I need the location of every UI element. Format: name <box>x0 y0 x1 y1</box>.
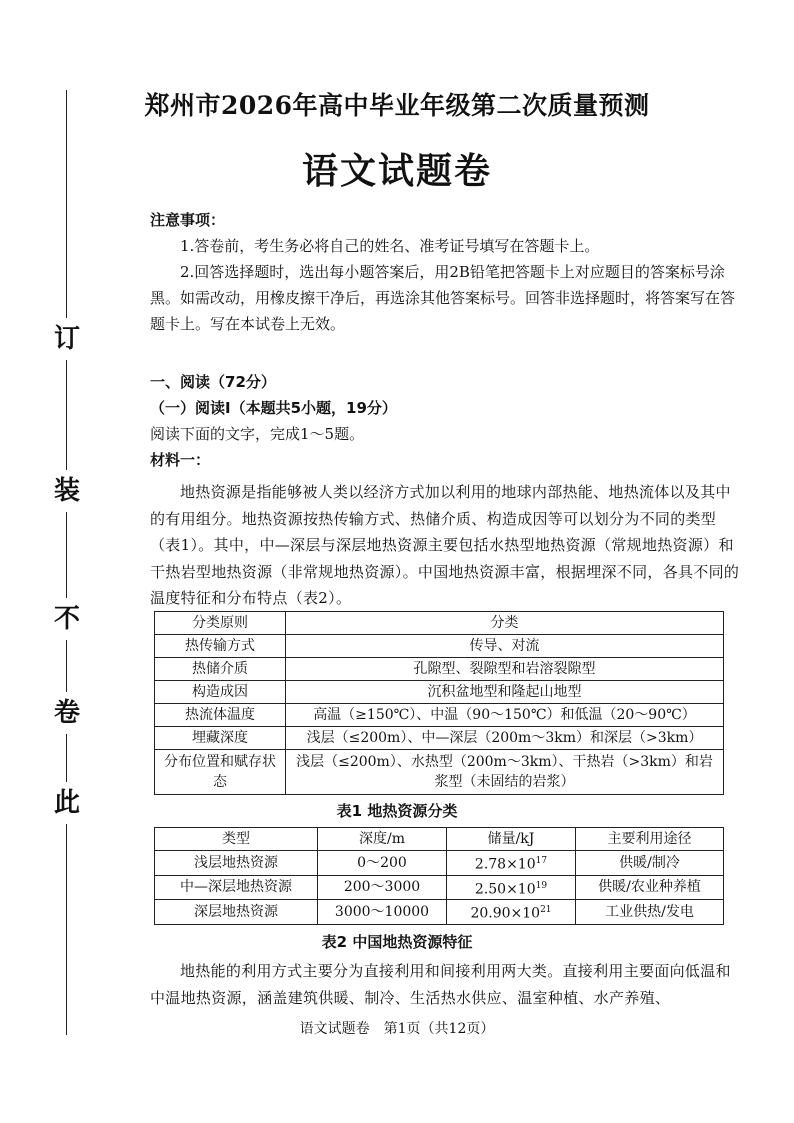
table-cell: 中—深层地热资源 <box>155 875 318 900</box>
reserve-base: 2.78×10 <box>474 856 536 873</box>
table-cell: 0～200 <box>318 851 447 876</box>
table-row <box>155 875 724 900</box>
table-geothermal-classification <box>154 611 724 795</box>
table-geothermal-characteristics <box>154 827 724 925</box>
table-cell: 浅层（≤200m）、水热型（200m～3km）、干热岩（>3km）和岩浆型（未固结的岩浆） <box>286 750 724 795</box>
instruction-text: 阅读下面的文字，完成1～5题。 <box>150 425 365 443</box>
reserve-exponent: 19 <box>535 880 548 891</box>
notice-item: 2.回答选择题时，选出每小题答案后，用2B铅笔把答题卡上对应题目的答案标号涂黑。如需改动，用橡皮擦干净后，再选涂其他答案标号。回答非选择题时，将答案写在答题卡上。写在本试卷上无效。 <box>150 263 736 333</box>
exam-title: 郑州市2026年高中毕业年级第二次质量预测 <box>144 91 650 120</box>
table-header-cell: 储量/kJ <box>447 828 576 851</box>
notice-section <box>150 207 740 337</box>
table-cell: 工业供热/发电 <box>576 900 724 925</box>
table-cell <box>447 900 576 925</box>
table-cell: 埋藏深度 <box>155 727 286 750</box>
part-heading: 一、阅读（72分） <box>150 373 276 391</box>
table-header-cell: 类型 <box>155 828 318 851</box>
table-header-cell: 主要利用途径 <box>576 828 724 851</box>
reserve-exponent: 17 <box>535 856 548 866</box>
binding-line <box>66 734 67 782</box>
notice-item: 1.答卷前，考生务必将自己的姓名、准考证号填写在答题卡上。 <box>180 237 600 255</box>
table-row <box>155 635 724 658</box>
table2-caption: 表2 中国地热资源特征 <box>321 933 473 951</box>
table-cell: 热流体温度 <box>155 704 286 727</box>
exam-subtitle: 语文试题卷 <box>301 151 492 192</box>
binding-char: 卷 <box>53 698 80 728</box>
table-cell: 供暖/农业种养植 <box>576 875 724 900</box>
table-cell: 孔隙型、裂隙型和岩溶裂隙型 <box>286 658 724 681</box>
table-row <box>155 704 724 727</box>
table-row <box>155 900 724 925</box>
table-cell: 热储介质 <box>155 658 286 681</box>
binding-margin <box>42 90 82 1035</box>
binding-line <box>66 90 67 318</box>
table-row <box>155 851 724 876</box>
section-intro <box>150 369 740 473</box>
binding-line <box>66 360 67 470</box>
table-header-cell: 分类原则 <box>155 612 286 635</box>
binding-line <box>66 640 67 692</box>
binding-char: 订 <box>53 324 80 354</box>
table-cell: 构造成因 <box>155 681 286 704</box>
table-row <box>155 658 724 681</box>
table-cell: 3000～10000 <box>318 900 447 925</box>
binding-char: 此 <box>53 788 80 818</box>
table-row <box>155 750 724 795</box>
table-cell <box>447 851 576 876</box>
reserve-base: 20.90×10 <box>470 905 541 922</box>
page-footer: 语文试题卷 第1页（共12页） <box>299 1021 495 1037</box>
notice-heading: 注意事项： <box>150 211 226 229</box>
subsection-heading: （一）阅读Ⅰ（本题共5小题，19分） <box>150 399 397 417</box>
table-cell: 深层地热资源 <box>155 900 318 925</box>
table-cell <box>447 875 576 900</box>
table-cell: 浅层地热资源 <box>155 851 318 876</box>
binding-line <box>66 824 67 1035</box>
table-cell: 200～3000 <box>318 875 447 900</box>
passage-paragraph-2: 地热能的利用方式主要分为直接利用和间接利用两大类。直接利用主要面向低温和中温地热资源，涵盖建筑供暖、制冷、生活热水供应、温室种植、水产养殖、 <box>150 962 731 1007</box>
passage-paragraph-1: 地热资源是指能够被人类以经济方式加以利用的地球内部热能、地热流体以及其中的有用组分。地热资源按热传输方式、热储介质、构造成因等可以划分为不同的类型（表1）。其中，中—深层与深层地热资源主要包括水热型地热资源（常规地热资源）和干热岩型地热资源（非常规地热资源）。中国地热资源丰富，根据埋深不同，各具不同的温度特征和分布特点（表2）。 <box>150 483 740 607</box>
table-cell: 浅层（≤200m）、中—深层（200m～3km）和深层（>3km） <box>286 727 724 750</box>
reserve-base: 2.50×10 <box>474 881 536 898</box>
table-row <box>155 681 724 704</box>
table-header-cell: 分类 <box>286 612 724 635</box>
material-label: 材料一： <box>150 451 211 469</box>
table-header-cell: 深度/m <box>318 828 447 851</box>
table-cell: 分布位置和赋存状态 <box>155 750 286 795</box>
table-header-row <box>155 612 724 635</box>
table-cell: 热传输方式 <box>155 635 286 658</box>
table-cell: 供暖/制冷 <box>576 851 724 876</box>
table-header-row <box>155 828 724 851</box>
table-cell: 高温（≥150℃）、中温（90～150℃）和低温（20～90℃） <box>286 704 724 727</box>
binding-char: 装 <box>53 476 80 506</box>
table1-caption: 表1 地热资源分类 <box>336 802 458 820</box>
reserve-exponent: 21 <box>540 905 552 916</box>
binding-char: 不 <box>53 604 80 634</box>
table-cell: 沉积盆地型和隆起山地型 <box>286 681 724 704</box>
table-cell: 传导、对流 <box>286 635 724 658</box>
table-row <box>155 727 724 750</box>
binding-line <box>66 512 67 598</box>
